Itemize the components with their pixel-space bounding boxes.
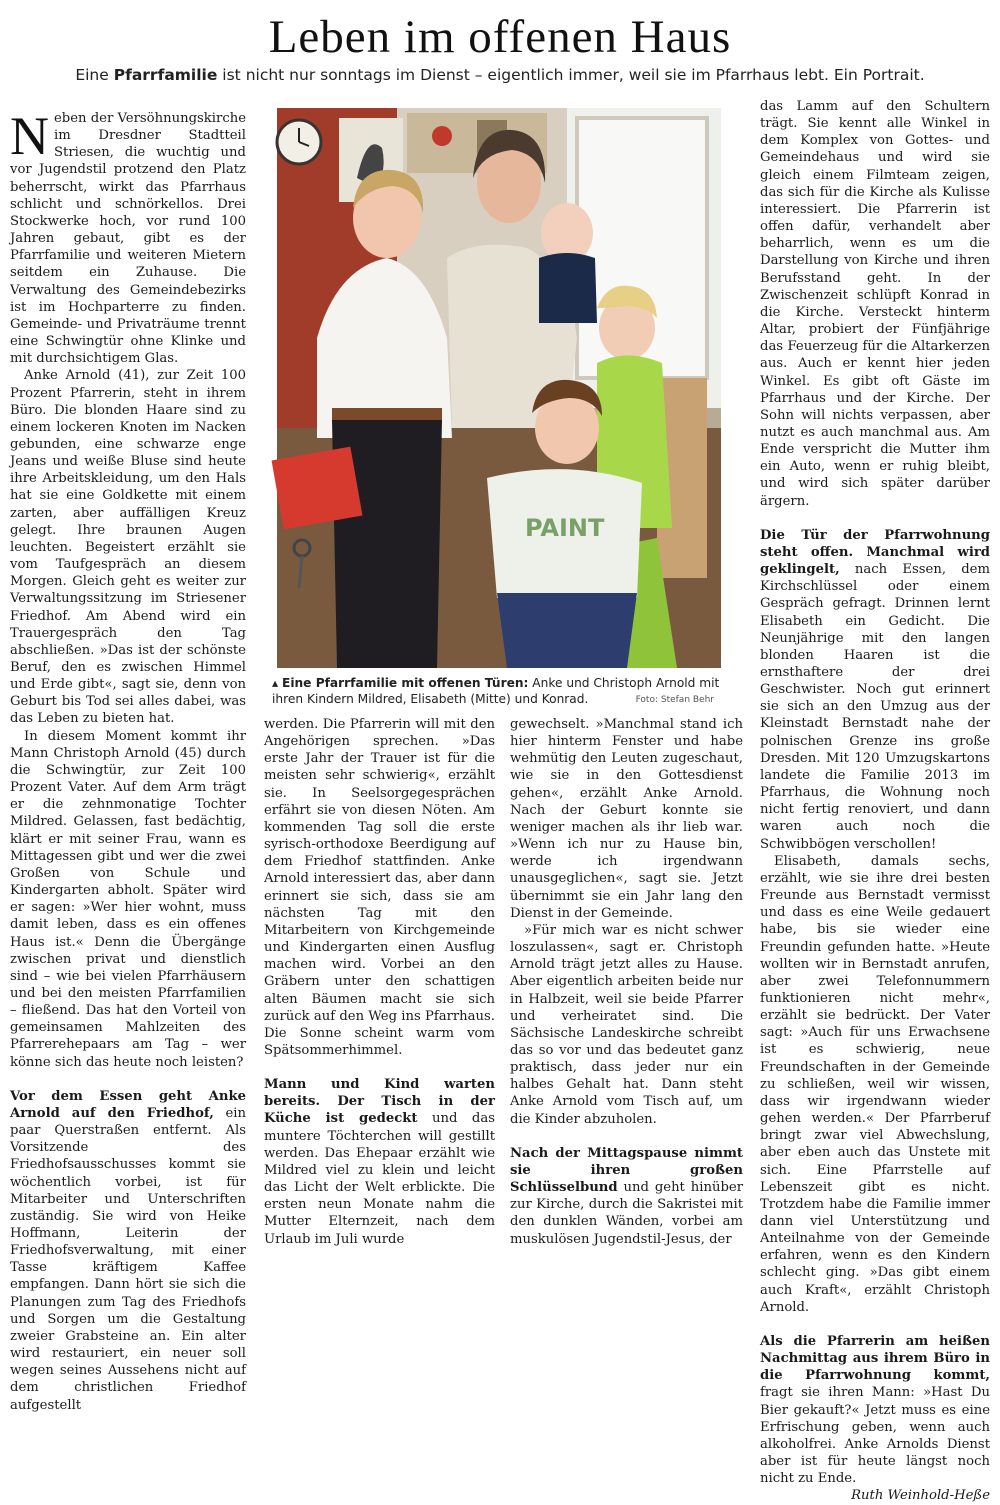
paragraph-text: nach Essen, dem Kirchschlüssel oder einem Gespräch gefragt. Drinnen lernt Elisabeth ein Gedicht. Die Neunjährige mit den langen blonden Haaren ist die ernsthaftere der drei Geschwister. Noch gut erinnert sie sich an den Umzug aus der Kleinstadt Bernstadt nahe der polnischen Grenze ins große Dresden. Mit 120 Umzugskartons landete die Familie 2013 im Pfarrhaus, die Wohnung noch nicht fertig renoviert, und dann waren auch noch die Schwibbögen verschollen! (760, 562, 990, 852)
paragraph-text: und geht hinüber zur Kirche, durch die Sakristei mit den dunklen Wänden, vorbei am muskulösen Jugendstil-Jesus, der (510, 1180, 743, 1247)
paragraph: werden. Die Pfarrerin will mit den Angehörigen sprechen. »Das erste Jahr der Trauer ist für die meisten sehr schwierig«, erzählt sie. In Seelsorgegesprächen erfährt sie von diesen Nöten. Am kommenden Tag soll die erste syrisch-orthodoxe Beerdigung auf dem Friedhof stattfinden. Anke Arnold interessiert das, aber dann erinnert sie sich, dass sie am nächsten Tag mit den Mitarbeitern von Kirchgemeinde und Kindergarten einen Ausflug machen wird. Vorbei an den Gräbern unter den schattigen alten Bäumen macht sie sich zurück auf den Weg ins Pfarrhaus. Die Sonne scheint warm vom Spätsommerhimmel. (264, 717, 495, 1058)
paragraph-with-lead (10, 1088, 246, 1414)
paragraph-intro-text: eben der Versöhnungskirche im Dresdner Stadtteil Striesen, die wuchtig und vor Jugendstil protzend den Platz beherrscht, wirkt das Pfarrhaus schlicht und schnörkellos. Drei Stockwerke hoch, vor rund 100 Jahren gebaut, gibt es der Pfarrfamilie und weiteren Mietern seitdem ein Zuhause. Die Verwaltung des Gemeindebezirks ist im Hochparterre zu finden. Gemeinde- und Privaträume trennt eine Schwingtür ohne Klinke und mit durchsichtigem Glas. (10, 111, 246, 367)
family-photo (277, 108, 721, 668)
article-column-2 (264, 716, 495, 1247)
paragraph: das Lamm auf den Schultern trägt. Sie kennt alle Winkel in dem Komplex von Gottes- und Gemeindehaus und wird sie gleich einem Filmteam zeigen, das sich für die Kirche als Kulisse interessiert. Die Pfarrerin ist offen dafür, verhandelt aber beharrlich, wenn es um die Darstellung von Kirche und ihren Berufsstand geht. In der Zwischenzeit schlüpft Konrad in die Kirche. Versteckt hinterm Altar, probiert der Fünfjährige das Feuerzeug für die Altarkerzen aus. Auch er kennt hier jeden Winkel. Es gibt oft Gäste im Pfarrhaus und der Kirche. Der Sohn will nichts verpassen, aber nutzt es auch manchmal aus. Am Ende verspricht die Mutter ihm ein Auto, wenn er ruhig bleibt, und wird sich später darüber ärgern. (760, 99, 990, 509)
section-lead: Die Tür der Pfarrwohnung steht offen. Manchmal wird geklingelt, (760, 527, 990, 578)
paragraph: Anke Arnold (41), zur Zeit 100 Prozent Pfarrerin, steht in ihrem Büro. Die blonden Haare sind zu einem lockeren Knoten im Nacken gebunden, eine schwarze enge Jeans und weiße Bluse sind heute ihre Arbeitskleidung, um den Hals hat sie eine Goldkette mit einem zarten, aber auffälligen Kreuz gelegt. Ihre braunen Augen leuchten. Begeistert erzählt sie vom Taufgespräch an diesem Morgen. Gleich geht es weiter zur Verwaltungssitzung im Striesener Friedhof. Am Abend wird ein Trauergespräch den Tag abschließen. »Das ist der schönste Beruf, den es zwischen Himmel und Erde gibt«, sagt sie, denn von Geburt bis Tod sei alles dabei, was das Leben zu bieten hat. (10, 368, 246, 727)
section-lead: Vor dem Essen geht Anke Arnold auf den Friedhof, (10, 1088, 246, 1121)
photo-credit: Foto: Stefan Behr (635, 695, 714, 705)
paragraph: gewechselt. »Manchmal stand ich hier hinterm Fenster und habe wehmütig den Leuten zugeschaut, wie sie in den Gottesdienst gehen«, erzählt Anke Arnold. Nach der Geburt konnte sie weniger machen als ihr lieb war. »Wenn ich nur zu Hause bin, werde ich irgendwann unausgeglichen«, sagt sie. Jetzt übernimmt sie ein Jahr lang den Dienst in der Gemeinde. (510, 717, 743, 921)
article-column-3 (510, 716, 743, 1247)
paragraph: In diesem Moment kommt ihr Mann Christoph Arnold (45) durch die Schwingtür, zur Zeit 100 Prozent Vater. Auf dem Arm trägt er die zehnmonatige Tochter Mildred. Gelassen, fast bedächtig, klärt er mit seiner Frau, wann es Mittagessen gibt und wer die zwei Großen von Schule und Kindergarten abholt. Später wird er sagen: »Wer hier wohnt, muss damit leben, dass es ein offenes Haus ist.« Denn die Übergänge zwischen privat und dienstlich sind – wie bei vielen Pfarrhäusern und bei den meisten Pfarrfamilien – fließend. Das hat den Vorteil von gemeinsamen Mahlzeiten des Pfarrerehepaars am Tag – wer könne sich das heute noch leisten? (10, 728, 246, 1070)
caption-text: Anke und Christoph Arnold mit ihren Kindern Mildred, Elisabeth (Mitte) und Konrad. (272, 676, 720, 706)
section-lead: Nach der Mittagspause nimmt sie ihren großen Schlüsselbund (510, 1145, 743, 1196)
photo-caption (272, 675, 732, 707)
caption-marker: ▴ (272, 676, 279, 690)
paragraph: Elisabeth, damals sechs, erzählt, wie sie ihre drei besten Freunde aus Bernstadt vermisst und dass es eine Weile gedauert habe, bis sie wieder eine Freundin gefunden hatte. »Heute wollten wir in Bernstadt anrufen, aber zwei Telefonnummern funktionieren nicht mehr«, erzählt sie bedrückt. Der Vater sagt: »Auch für uns Erwachsene ist es schwierig, neue Freundschaften in der Gemeinde zu schließen, weil wir wissen, dass wir irgendwann wieder gehen werden.« Der Pfarrberuf bringt zwar viel Abwechslung, aber eben auch das Unstete mit sich. Eine Pfarrstelle auf Lebenszeit gibt es nicht. Trotzdem habe die Familie immer dann viel Unterstützung und Anteilnahme von der Gemeinde erfahren, wenn es den Kindern schlecht ging. »Das gibt einem auch Kraft«, erzählt Christoph Arnold. (760, 853, 990, 1315)
author-signature: Ruth Weinhold-Heße (851, 1488, 990, 1504)
section-lead: Als die Pfarrerin am heißen Nachmittag aus ihrem Büro in die Pfarrwohnung kommt, (760, 1333, 990, 1384)
paragraph-with-lead (510, 1145, 743, 1248)
paragraph-text: ein paar Querstraßen entfernt. Als Vorsitzende des Friedhofsausschusses kommt sie wöchentlich vorbei, ist für Mitarbeiter und Unterschriften zuständig. Sie wird von Heike Hoffmann, Leiterin der Friedhofsverwaltung, mit einer Tasse kräftigem Kaffee empfangen. Dann hört sie sich die Planungen zum Tag des Friedhofs und Sorgen um die Gestaltung zweier Grabsteine an. Ein alter wird restauriert, ein neuer soll wegen seines Aussehens nicht auf dem christlichen Friedhof aufgestellt (10, 1105, 246, 1413)
section-lead: Mann und Kind warten bereits. Der Tisch in der Küche ist gedeckt (264, 1077, 495, 1127)
article-column-4 (760, 98, 990, 1504)
paragraph-with-lead (264, 1076, 495, 1248)
subline (0, 66, 1000, 84)
subline-text-after: ist nicht nur sonntags im Dienst – eigentlich immer, weil sie im Pfarrhaus lebt. Ein Portrait. (217, 66, 925, 84)
subline-text-before: Eine (75, 66, 114, 84)
subline-bold: Pfarrfamilie (113, 66, 218, 84)
paragraph-with-lead (760, 1333, 990, 1487)
drop-cap: N (10, 106, 49, 166)
paragraph-with-lead (760, 527, 990, 853)
paragraph-intro (10, 106, 246, 367)
caption-bold: Eine Pfarrfamilie mit offenen Türen: (282, 676, 529, 690)
paragraph-text: fragt sie ihren Mann: »Hast Du Bier gekauft?« Jetzt muss es eine Erfrischung geben, wenn auch alkoholfrei. Anke Arnolds Dienst aber ist für heute längst noch nicht zu Ende. (760, 1385, 990, 1487)
family-photo-illustration (277, 108, 721, 668)
article-column-1 (10, 106, 246, 1413)
shirt-print: PAINT (525, 514, 605, 542)
headline: Leben im offenen Haus (268, 11, 732, 63)
paragraph: »Für mich war es nicht schwer loszulassen«, sagt er. Christoph Arnold trägt jetzt alles zu Hause. Aber eigentlich arbeiten beide nur in Halbzeit, weil sie beide Pfarrer und verheiratet sind. Die Sächsische Landeskirche schreibt das so vor und das bedeutet ganz praktisch, dass jeder nur ein halbes Gehalt hat. Dann steht Anke Arnold vom Tisch auf, um die Kinder abzuholen. (510, 922, 743, 1127)
paragraph-text: und das muntere Töchterchen will gestillt werden. Das Ehepaar erzählt wie Mildred viel zu klein und leicht das Licht der Welt erblickte. Die ersten neun Monate nahm die Mutter Elternzeit, nach dem Urlaub im Juli wurde (264, 1111, 495, 1247)
